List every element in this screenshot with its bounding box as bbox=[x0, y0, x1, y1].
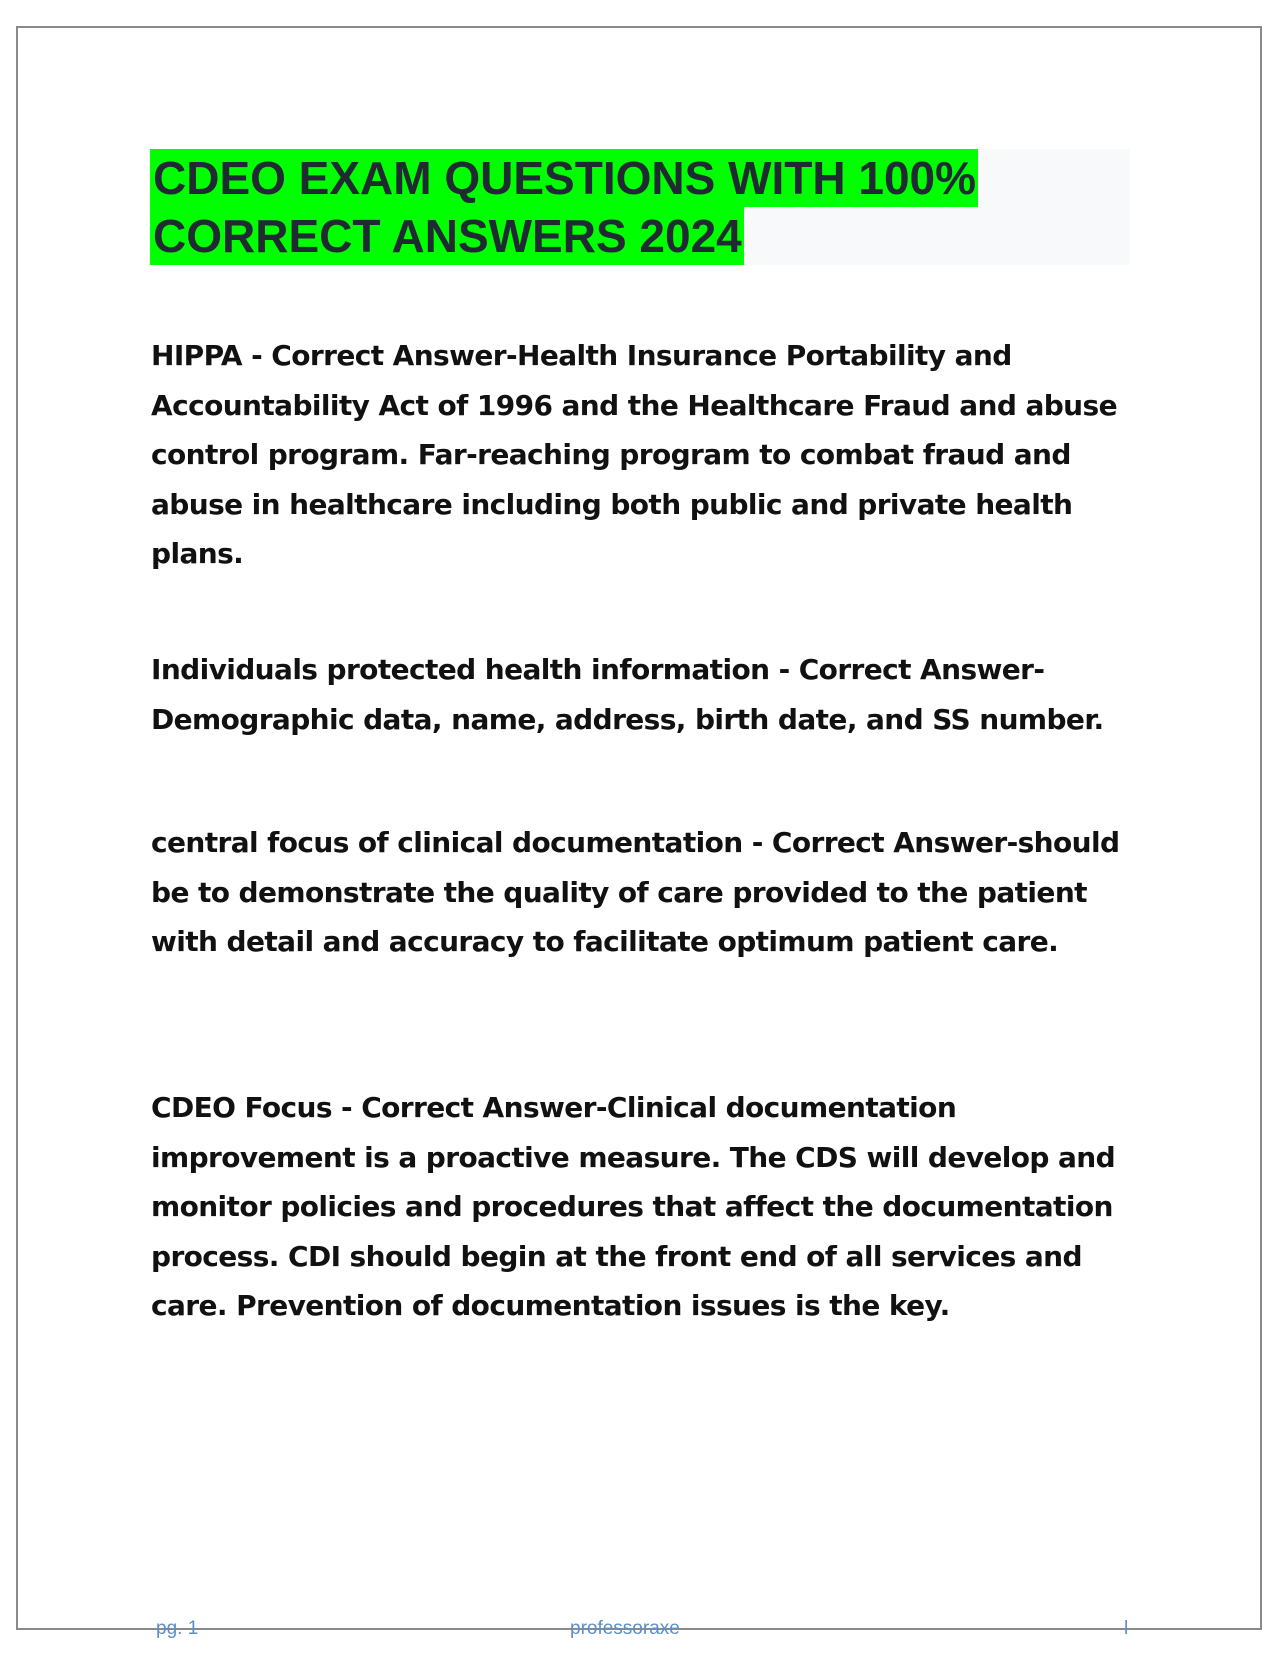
footer-right-mark: l bbox=[1124, 1618, 1129, 1639]
title-line-2-text: CORRECT ANSWERS 2024 bbox=[150, 207, 744, 265]
title-line-2 bbox=[150, 207, 1130, 265]
footer-author: professoraxe bbox=[570, 1618, 680, 1639]
qa-item-hippa: HIPPA - Correct Answer-Health Insurance Portability and Accountability Act of 1996 and the Healthcare Fraud and abuse control program. Far-reaching program to combat fraud and abuse in healthcare including both public and private health plans. bbox=[151, 339, 1117, 570]
title-line-1-text: CDEO EXAM QUESTIONS WITH 100% bbox=[150, 149, 978, 207]
qa-item-protected-health-information: Individuals protected health information - Correct Answer-Demographic data, name, address, birth date, and SS number. bbox=[151, 653, 1104, 736]
qa-item-cdeo-focus: CDEO Focus - Correct Answer-Clinical documentation improvement is a proactive measure. The CDS will develop and monitor policies and procedures that affect the documentation process. CDI should begin at the front end of all services and care. Prevention of documentation issues is the key. bbox=[151, 1091, 1116, 1322]
title-line-1 bbox=[150, 149, 1130, 207]
qa-item-central-focus: central focus of clinical documentation - Correct Answer-should be to demonstrate the quality of care provided to the patient with detail and accuracy to facilitate optimum patient care. bbox=[151, 826, 1120, 958]
footer-page-number: pg. 1 bbox=[156, 1618, 199, 1639]
document-title bbox=[150, 149, 1130, 265]
